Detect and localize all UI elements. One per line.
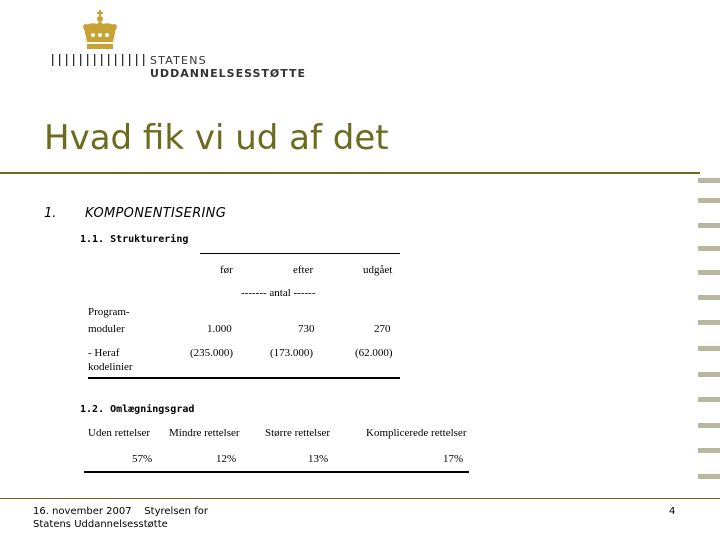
column-header: udgået <box>363 264 393 276</box>
row-label: kodelinier <box>88 361 133 373</box>
column-header: efter <box>293 264 314 276</box>
column-header: Mindre rettelser <box>169 427 240 439</box>
table-cell: 1.000 <box>207 323 232 335</box>
table-bottom-rule <box>84 471 469 473</box>
decor-tick <box>698 295 720 300</box>
footer-text: 16. november 2007 Styrelsen for <box>33 506 208 517</box>
decor-tick <box>698 320 720 325</box>
column-header: Komplicerede rettelser <box>366 427 467 439</box>
decor-tick <box>698 198 720 203</box>
decor-tick <box>698 397 720 402</box>
table-cell: 730 <box>298 323 315 335</box>
percent-value: 12% <box>216 453 237 465</box>
table-cell: (62.000) <box>355 347 393 359</box>
percent-value: 57% <box>132 453 153 465</box>
logo-text-line2: UDDANNELSESSTØTTE <box>150 67 307 80</box>
percent-value: 13% <box>308 453 329 465</box>
footer-text: Statens Uddannelsesstøtte <box>33 519 168 530</box>
footer-divider <box>0 498 720 499</box>
column-header: Større rettelser <box>265 427 331 439</box>
decor-tick <box>698 372 720 377</box>
row-label: moduler <box>88 323 125 335</box>
unit-row: ------- antal ------ <box>241 287 316 299</box>
table-cell: 270 <box>374 323 391 335</box>
decor-tick <box>698 448 720 453</box>
percent-value: 17% <box>443 453 464 465</box>
page-number: 4 <box>669 506 676 517</box>
decor-tick <box>698 423 720 428</box>
slide-title: Hvad fik vi ud af det <box>44 118 389 158</box>
table-cell: (235.000) <box>190 347 234 359</box>
decor-tick <box>698 346 720 351</box>
title-divider <box>0 172 700 174</box>
column-header: Uden rettelser <box>88 427 150 439</box>
section-number: 1. <box>44 206 57 221</box>
table-cell: (173.000) <box>270 347 314 359</box>
decor-tick <box>698 178 720 183</box>
section-title: KOMPONENTISERING <box>85 206 227 221</box>
decor-tick <box>698 474 720 479</box>
logo-text-line1: STATENS <box>150 54 207 67</box>
subsection-title: 1.2. Omlægningsgrad <box>80 404 195 415</box>
crown-logo-icon <box>76 8 124 54</box>
logo-bars-icon <box>52 54 147 66</box>
decor-tick <box>698 223 720 228</box>
column-header: før <box>220 264 233 276</box>
row-label: - Heraf <box>88 347 120 359</box>
row-label: Program- <box>88 306 130 318</box>
table-bottom-rule <box>88 377 400 379</box>
decor-tick <box>698 270 720 275</box>
table-top-rule <box>200 253 400 254</box>
decor-tick <box>698 246 720 251</box>
subsection-title: 1.1. Strukturering <box>80 234 189 245</box>
